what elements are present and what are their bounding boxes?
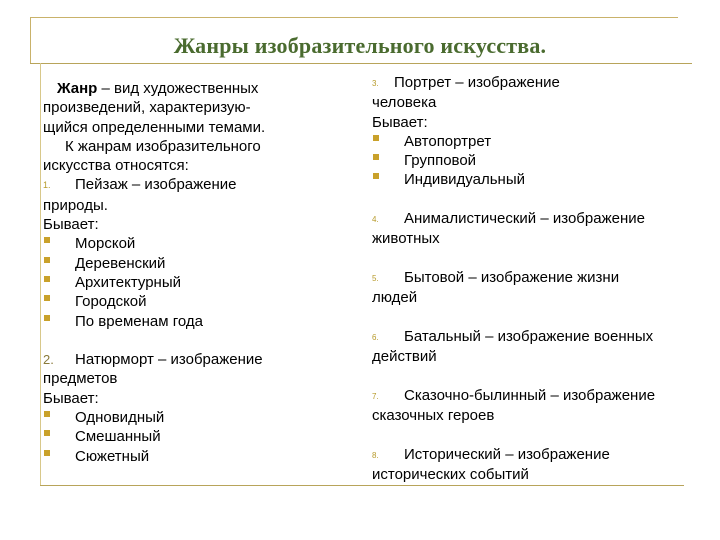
bullet-square-icon [43,236,75,248]
item-continuation: действий [372,348,437,366]
intro-line: К жанрам изобразительного [65,137,261,155]
item-continuation: природы. [43,196,108,214]
title-underline [30,63,692,64]
list-item-everyday: 5. Бытовой – изображение жизни [372,268,692,288]
page-title: Жанры изобразительного искусства. [173,33,547,58]
bullet-item: Морской [43,234,353,253]
item-continuation: людей [372,289,418,307]
bullet-item: Индивидуальный [372,170,692,189]
kinds-label: Бывает: [43,389,99,407]
list-item-still-life: 2. Натюрморт – изображение [43,351,263,369]
bullet-item: Смешанный [43,427,353,446]
item-number: 7. [372,391,379,401]
bullet-square-icon [43,294,75,306]
item-continuation: человека [372,94,437,112]
spacer [372,190,692,209]
bullet-square-icon [43,314,75,326]
frame-bottom-line [40,485,684,486]
bullet-item: Сюжетный [43,447,353,466]
item-number: 8. [372,450,379,460]
bullet-square-icon [43,256,75,268]
bullet-item: Деревенский [43,254,353,273]
list-item-portrait: 3. Портрет – изображение [372,73,692,93]
genre-term: Жанр [57,80,98,97]
intro-line: искусства относятся: [43,157,189,175]
list-item-animalistic: 4. Анималистический – изображение [372,209,692,229]
intro-line: произведений, характеризую- [43,99,251,117]
spacer [372,425,692,444]
item-number: 1. [43,180,51,191]
item-continuation: предметов [43,370,118,388]
bullet-item: Автопортрет [372,132,692,151]
list-item-landscape: 1. Пейзаж – изображение [43,175,353,195]
intro-line: Жанр – вид художественных [57,80,259,97]
item-number: 3. [372,79,379,88]
item-continuation: исторических событий [372,465,529,483]
bullet-item: Групповой [372,151,692,170]
bullet-square-icon [43,449,75,461]
bullet-item: По временам года [43,312,353,331]
bullet-item: Городской [43,292,353,311]
right-column [372,73,692,484]
spacer [372,366,692,385]
item-number: 2. [43,352,54,368]
item-number: 4. [372,215,379,225]
bullet-square-icon [372,153,404,165]
bullet-square-icon [372,134,404,146]
item-number: 6. [372,332,379,342]
bullet-item: Архитектурный [43,273,353,292]
intro-line: щийся определенными темами. [43,118,266,136]
spacer [372,249,692,268]
bullet-square-icon [43,429,75,441]
list-item-historical: 8. Исторический – изображение [372,445,692,465]
list-item-fairy-tale: 7. Сказочно-былинный – изображение [372,386,692,406]
bullet-item: Одновидный [43,408,353,427]
bullet-square-icon [43,275,75,287]
item-number: 5. [372,273,379,283]
item-continuation: сказочных героев [372,407,495,425]
item-continuation: животных [372,230,440,248]
kinds-label: Бывает: [372,113,428,131]
spacer [372,308,692,327]
kinds-label: Бывает: [43,216,99,234]
frame-top-line [30,17,678,18]
spacer [43,331,353,350]
frame-left-inner-line [40,63,41,485]
bullet-square-icon [372,172,404,184]
left-column [43,79,353,466]
bullet-square-icon [43,410,75,422]
list-item-battle: 6. Батальный – изображение военных [372,327,692,347]
